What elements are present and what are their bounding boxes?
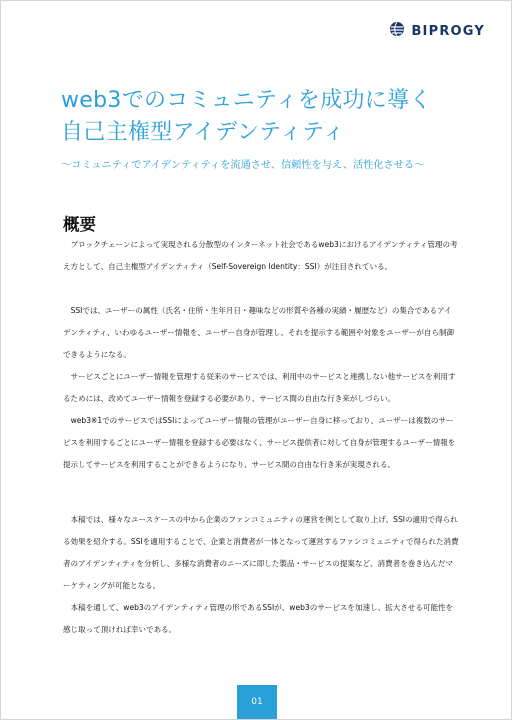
globe-logo-icon [389,21,405,41]
paragraph: 本稿では、様々なユースケースの中から企業のファンコミュニティの運営を例として取り上げ、SSIの適用で得られる効果を紹介する。SSIを適用することで、企業と消費者が一体となって運営するファンコミュニティで得られた消費者のアイデンティティを分析し、多様な消費者のニーズに即した製品・サービスの提案など、消費者を巻き込んだマーケティングが可能となる。 [63,515,459,590]
page-number: 01 [237,685,277,719]
page-title [61,85,481,149]
brand-logo [389,21,485,41]
section-heading: 概要 [63,215,96,234]
paragraph: ブロックチェーンによって実現される分散型のインターネット社会であるweb3におけるアイデンティティ管理の考え方として、自己主権型アイデンティティ（Self-Sovereign Identity：SSI）が注目されている。 [63,240,458,271]
title-line-2: 自己主権型アイデンティティ [61,120,345,145]
paragraph: web3※1でのサービスではSSIによってユーザー情報の管理がユーザー自身に移っており、ユーザーは複数のサービスを利用するごとにユーザー情報を登録する必要はなく、サービス提供者に対して自身が管理するユーザー情報を提示してサービスを利用することができるようになり、サービス間の自由な行き来が実現される。 [63,416,456,469]
paragraph: サービスごとにユーザー情報を管理する従来のサービスでは、利用中のサービスと連携しない他サービスを利用するためには、改めてユーザー情報を登録する必要があり、サービス間の自由な行き来がしづらい。 [63,372,456,403]
title-line-1: web3でのコミュニティを成功に導く [61,88,432,113]
page-subtitle: ～コミュニティでアイデンティティを流通させ、信頼性を与え、活性化させる～ [61,160,425,171]
brand-name: BIPROGY [411,23,485,39]
paragraph: 本稿を通して、web3のアイデンティティ管理の形であるSSIが、web3のサービスを加速し、拡大させる可能性を感じ取って頂ければ幸いである。 [63,603,454,634]
paragraph: SSIでは、ユーザーの属性（氏名・住所・生年月日・趣味などの形質や各種の実績・履歴など）の集合であるアイデンティティ、いわゆるユーザー情報を、ユーザー自身が管理し、それを提示する範囲や対象をユーザーが自ら制御できるようになる。 [63,306,455,359]
